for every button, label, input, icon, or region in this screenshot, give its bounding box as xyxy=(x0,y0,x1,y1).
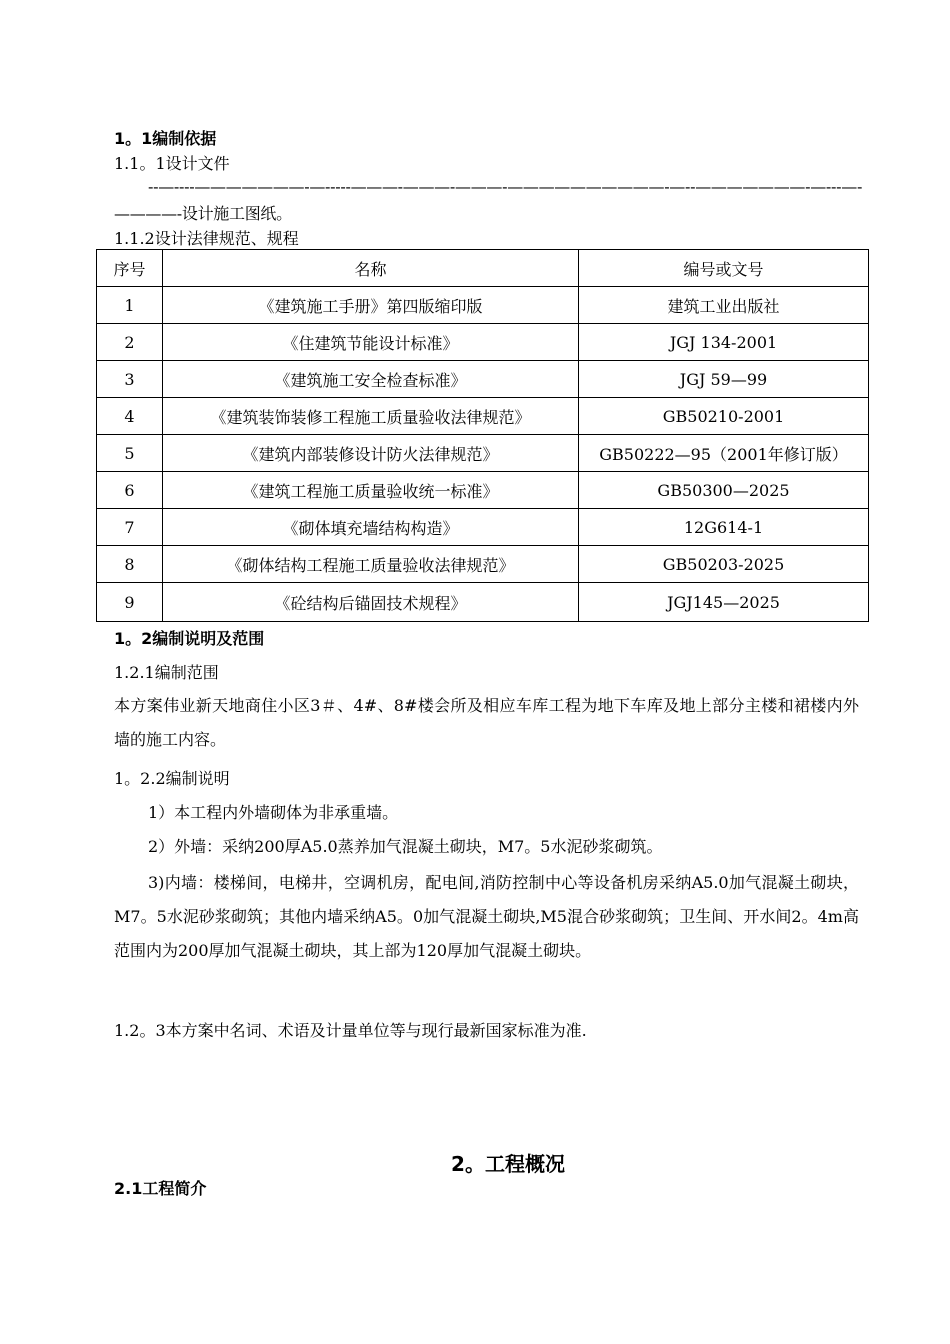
note-item-1: 1）本工程内外墙砌体为非承重墙。 xyxy=(148,803,399,822)
cell-name: 《砌体结构工程施工质量验收法律规范》 xyxy=(163,546,579,583)
table-row xyxy=(97,398,869,435)
table-row xyxy=(97,546,869,583)
section-heading-2-1: 2.1工程简介 xyxy=(114,1179,207,1198)
cell-name: 《建筑工程施工质量验收统一标准》 xyxy=(163,472,579,509)
cell-code: JGJ 59—99 xyxy=(579,361,869,398)
cell-name: 《建筑施工手册》第四版缩印版 xyxy=(163,287,579,324)
standards-table xyxy=(96,249,869,622)
cell-no: 4 xyxy=(97,398,163,435)
table-row xyxy=(97,435,869,472)
design-file-dash-line-1: --—----———————-—-----———-———-———-——————————-—--———————-—---—- xyxy=(148,177,863,196)
cell-no: 1 xyxy=(97,287,163,324)
chapter-title: 2。工程概况 xyxy=(451,1152,565,1176)
scope-paragraph: 本方案伟业新天地商住小区3＃、4#、8#楼会所及相应车库工程为地下车库及地上部分主楼和裙楼内外墙的施工内容。 xyxy=(114,696,859,749)
table-header-row xyxy=(97,250,869,287)
note-item-2: 2）外墙：采纳200厚A5.0蒸养加气混凝土砌块，M7。5水泥砂浆砌筑。 xyxy=(148,837,663,856)
subheading-1-2-3: 1.2。3本方案中名词、术语及计量单位等与现行最新国家标准为准. xyxy=(114,1021,587,1040)
cell-name: 《建筑装饰装修工程施工质量验收法律规范》 xyxy=(163,398,579,435)
cell-name: 《砼结构后锚固技术规程》 xyxy=(163,583,579,622)
design-file-dash-line-2: ————-设计施工图纸。 xyxy=(114,204,292,223)
subheading-1-2-1: 1.2.1编制范围 xyxy=(114,663,219,682)
cell-name: 《建筑内部装修设计防火法律规范》 xyxy=(163,435,579,472)
header-name: 名称 xyxy=(163,250,579,287)
section-heading-1-2: 1。2编制说明及范围 xyxy=(114,629,265,648)
subheading-1-1-2: 1.1.2设计法律规范、规程 xyxy=(114,229,299,248)
cell-no: 3 xyxy=(97,361,163,398)
table-row xyxy=(97,287,869,324)
cell-no: 7 xyxy=(97,509,163,546)
table-row xyxy=(97,583,869,622)
cell-code: JGJ145—2025 xyxy=(579,583,869,622)
cell-no: 8 xyxy=(97,546,163,583)
cell-name: 《住建筑节能设计标准》 xyxy=(163,324,579,361)
note-item-3: 3)内墙：楼梯间，电梯井，空调机房，配电间,消防控制中心等设备机房采纳A5.0加气混凝土砌块，M7。5水泥砂浆砌筑；其他内墙采纳A5。0加气混凝土砌块,M5混合砂浆砌筑；卫生间、开水间2。4m高范围内为200厚加气混凝土砌块，其上部为120厚加气混凝土砌块。 xyxy=(114,873,859,960)
cell-code: GB50222—95（2001年修订版） xyxy=(579,435,869,472)
cell-code: GB50300—2025 xyxy=(579,472,869,509)
cell-code: 建筑工业出版社 xyxy=(579,287,869,324)
cell-code: JGJ 134-2001 xyxy=(579,324,869,361)
table-row xyxy=(97,472,869,509)
cell-code: GB50203-2025 xyxy=(579,546,869,583)
subheading-1-1-1: 1.1。1设计文件 xyxy=(114,154,230,173)
cell-code: 12G614-1 xyxy=(579,509,869,546)
table-row xyxy=(97,361,869,398)
header-code: 编号或文号 xyxy=(579,250,869,287)
subheading-1-2-2: 1。2.2编制说明 xyxy=(114,769,230,788)
cell-no: 9 xyxy=(97,583,163,622)
cell-code: GB50210-2001 xyxy=(579,398,869,435)
cell-name: 《建筑施工安全检查标准》 xyxy=(163,361,579,398)
section-heading-1-1: 1。1编制依据 xyxy=(114,129,217,148)
cell-no: 5 xyxy=(97,435,163,472)
header-no: 序号 xyxy=(97,250,163,287)
table-row xyxy=(97,509,869,546)
cell-no: 6 xyxy=(97,472,163,509)
cell-no: 2 xyxy=(97,324,163,361)
table-row xyxy=(97,324,869,361)
cell-name: 《砌体填充墙结构构造》 xyxy=(163,509,579,546)
